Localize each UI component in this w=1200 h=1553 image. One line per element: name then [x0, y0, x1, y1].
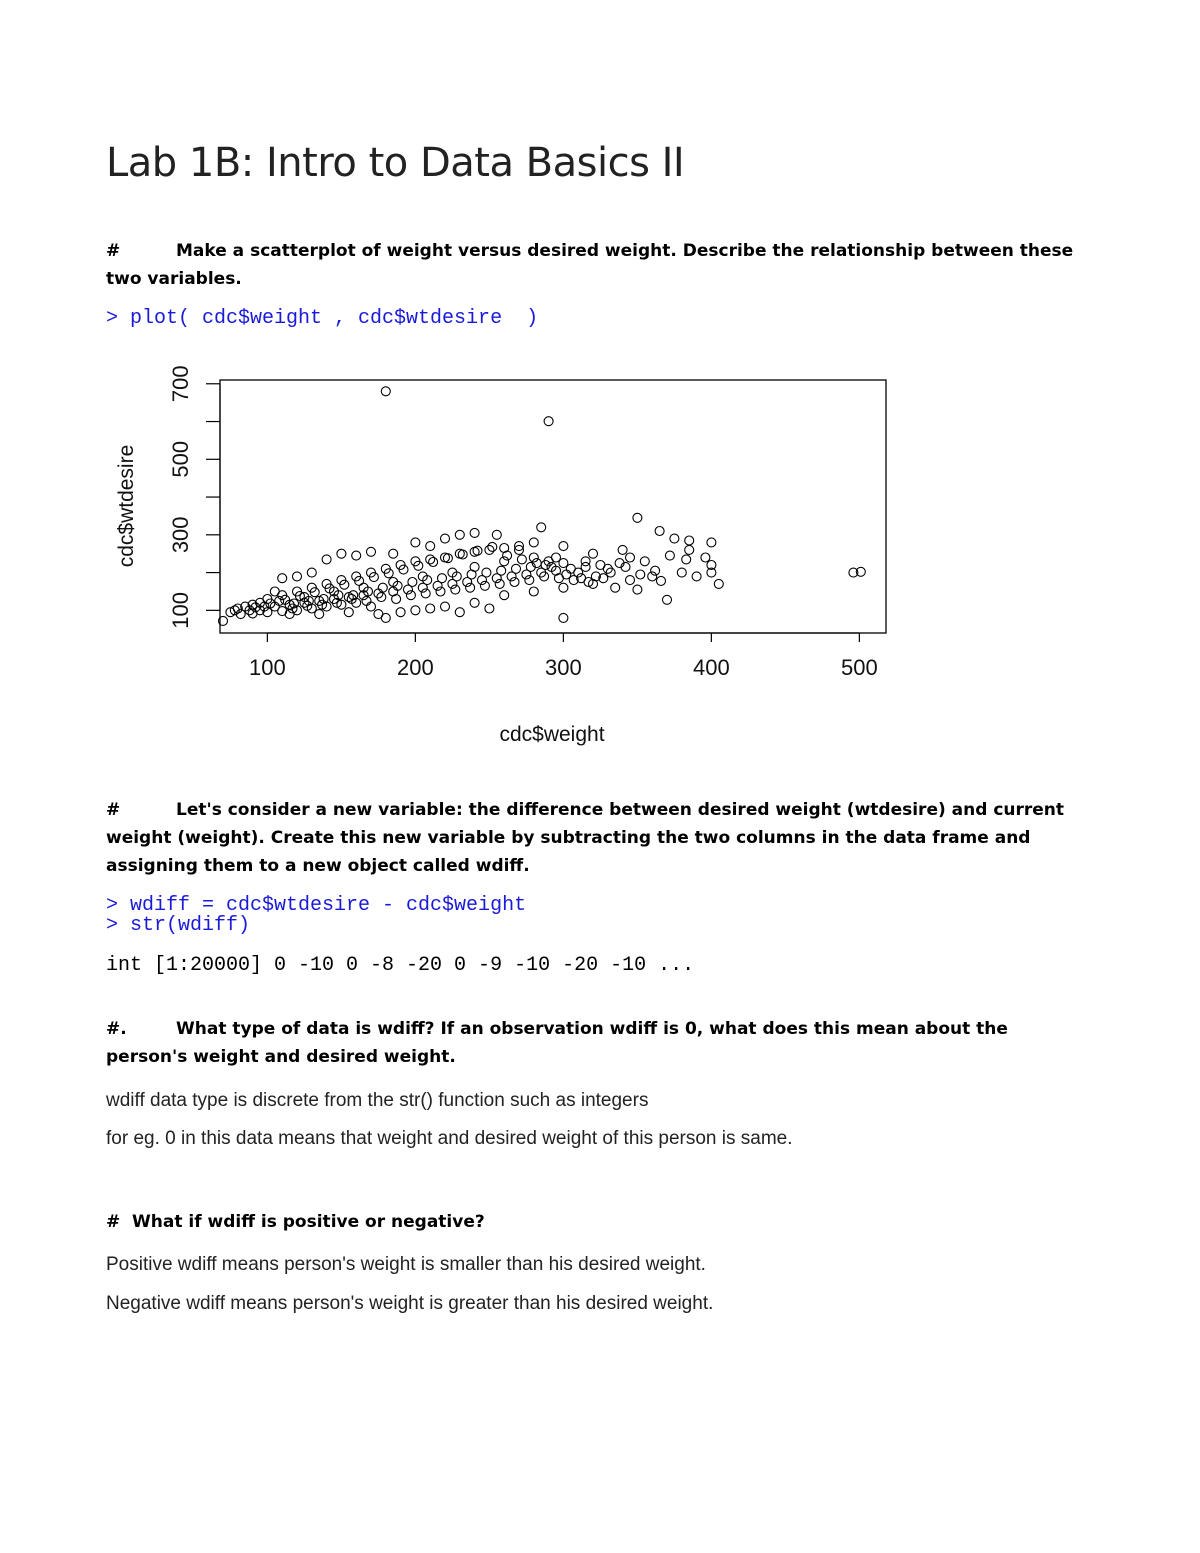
data-point	[470, 598, 479, 607]
data-point	[589, 549, 598, 558]
data-point	[362, 596, 371, 605]
data-point	[421, 589, 430, 598]
y-tick-label: 300	[168, 516, 193, 554]
data-point	[352, 551, 361, 560]
data-point	[685, 545, 694, 554]
data-point	[492, 530, 501, 539]
data-point	[692, 572, 701, 581]
data-point	[618, 545, 627, 554]
data-point	[344, 608, 353, 617]
data-point	[406, 591, 415, 600]
data-point	[337, 549, 346, 558]
answer-4-line-2: Negative wdiff means person's weight is greater than his desired weight.	[106, 1293, 714, 1314]
page-title: Lab 1B: Intro to Data Basics II	[106, 140, 685, 186]
data-point	[648, 572, 657, 581]
data-point	[685, 536, 694, 545]
data-point	[497, 566, 506, 575]
data-point	[559, 559, 568, 568]
data-point	[426, 604, 435, 613]
data-point	[529, 553, 538, 562]
code-plot-command: > plot( cdc$weight , cdc$wtdesire )	[106, 307, 539, 330]
data-point	[670, 534, 679, 543]
data-point	[626, 576, 635, 585]
data-point	[529, 538, 538, 547]
data-point	[559, 613, 568, 622]
data-point	[293, 572, 302, 581]
code-wdiff-assign: > wdiff = cdc$wtdesire - cdc$weight	[106, 894, 527, 917]
data-point	[640, 557, 649, 566]
data-point	[559, 542, 568, 551]
data-point	[581, 562, 590, 571]
x-tick-label: 300	[545, 655, 582, 680]
data-point	[611, 583, 620, 592]
data-point	[500, 591, 509, 600]
data-point	[665, 551, 674, 560]
data-point	[525, 576, 534, 585]
data-point	[441, 534, 450, 543]
code-str-call: > str(wdiff)	[106, 914, 251, 937]
y-axis-label: cdc$wtdesire	[115, 444, 138, 568]
data-point	[480, 581, 489, 590]
data-point	[495, 579, 504, 588]
data-point	[707, 538, 716, 547]
data-point	[389, 549, 398, 558]
data-point	[482, 568, 491, 577]
question-1-marker: #	[106, 241, 121, 261]
data-point	[455, 608, 464, 617]
plot-points	[219, 387, 866, 626]
data-point	[485, 604, 494, 613]
data-point	[633, 513, 642, 522]
question-2-marker: #	[106, 800, 121, 820]
data-point	[544, 417, 553, 426]
data-point	[470, 528, 479, 537]
question-1	[106, 237, 1086, 293]
data-point	[426, 555, 435, 564]
data-point	[367, 547, 376, 556]
data-point	[467, 570, 476, 579]
data-point	[701, 553, 710, 562]
question-4-marker: #	[106, 1212, 121, 1232]
data-point	[426, 542, 435, 551]
question-2	[106, 796, 1086, 880]
question-1-text: Make a scatterplot of weight versus desired weight. Describe the relationship between these two variables.	[106, 241, 1074, 289]
data-point	[636, 570, 645, 579]
data-point	[322, 555, 331, 564]
data-point	[714, 579, 723, 588]
data-point	[677, 568, 686, 577]
data-point	[510, 578, 519, 587]
data-point	[529, 587, 538, 596]
data-point	[285, 610, 294, 619]
data-point	[503, 551, 512, 560]
y-tick-label: 100	[168, 591, 193, 629]
data-point	[429, 558, 438, 567]
data-point	[500, 557, 509, 566]
answer-3-line-1: wdiff data type is discrete from the str() function such as integers	[106, 1090, 649, 1111]
data-point	[438, 574, 447, 583]
data-point	[512, 564, 521, 573]
data-point	[411, 538, 420, 547]
answer-4-line-1: Positive wdiff means person's weight is smaller than his desired weight.	[106, 1254, 706, 1275]
data-point	[436, 587, 445, 596]
data-point	[315, 610, 324, 619]
data-point	[374, 610, 383, 619]
data-point	[411, 606, 420, 615]
y-axis	[168, 365, 220, 628]
question-3-text: What type of data is wdiff? If an observation wdiff is 0, what does this mean about the person's weight and desired weight.	[106, 1019, 1008, 1067]
data-point	[381, 387, 390, 396]
question-4-text: What if wdiff is positive or negative?	[132, 1212, 485, 1232]
data-point	[651, 566, 660, 575]
y-tick-label: 700	[168, 365, 193, 403]
x-tick-label: 500	[841, 655, 878, 680]
x-tick-label: 400	[693, 655, 730, 680]
scatter-plot	[100, 350, 900, 750]
answer-3-line-2: for eg. 0 in this data means that weight and desired weight of this person is same.	[106, 1128, 793, 1149]
data-point	[466, 583, 475, 592]
data-point	[367, 602, 376, 611]
data-point	[633, 585, 642, 594]
question-4	[106, 1208, 1086, 1236]
data-point	[554, 574, 563, 583]
x-axis	[249, 633, 878, 680]
data-point	[657, 576, 666, 585]
x-tick-label: 100	[249, 655, 286, 680]
y-tick-label: 500	[168, 440, 193, 478]
data-point	[441, 602, 450, 611]
question-2-text: Let's consider a new variable: the difference between desired weight (wtdesire) and current weight (weight). Create this new variable by subtracting the two columns in the data frame and assigning them to a new object called wdiff.	[106, 800, 1065, 876]
data-point	[517, 555, 526, 564]
data-point	[596, 561, 605, 570]
data-point	[278, 574, 287, 583]
data-point	[473, 546, 482, 555]
data-point	[396, 608, 405, 617]
x-tick-label: 200	[397, 655, 434, 680]
data-point	[392, 595, 401, 604]
x-axis-label: cdc$weight	[499, 723, 605, 746]
data-point	[408, 578, 417, 587]
console-output: int [1:20000] 0 -10 0 -8 -20 0 -9 -10 -20 -10 ...	[106, 954, 695, 977]
data-point	[626, 553, 635, 562]
data-point	[559, 583, 568, 592]
data-point	[378, 583, 387, 592]
data-point	[663, 595, 672, 604]
question-3	[106, 1015, 1086, 1071]
data-point	[537, 523, 546, 532]
data-point	[455, 530, 464, 539]
data-point	[451, 585, 460, 594]
data-point	[275, 596, 284, 605]
question-3-marker: #.	[106, 1019, 127, 1039]
plot-frame	[220, 380, 886, 633]
data-point	[682, 555, 691, 564]
data-point	[307, 568, 316, 577]
data-point	[655, 527, 664, 536]
